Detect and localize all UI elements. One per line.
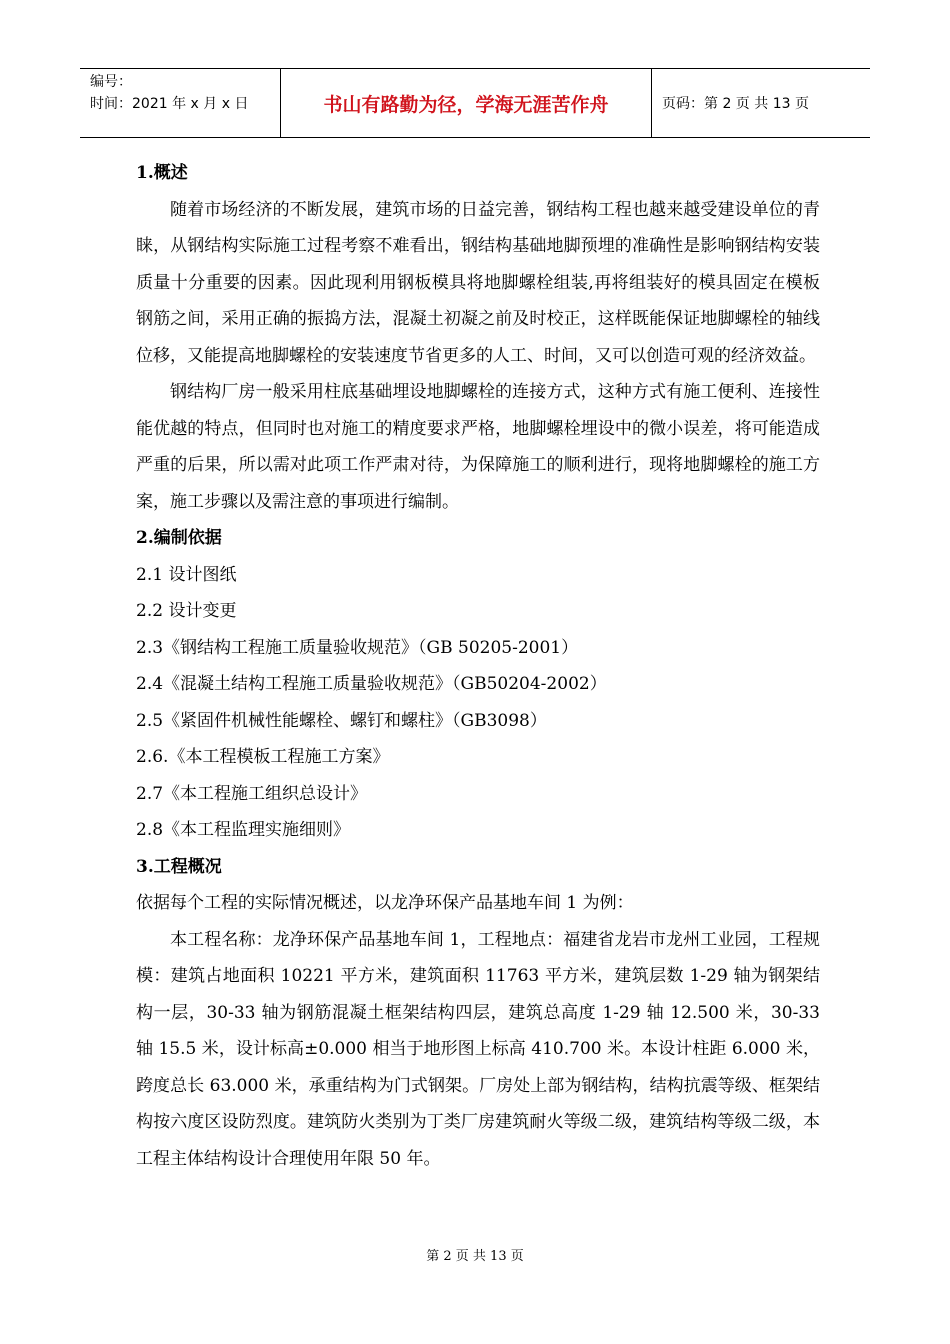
page-footer: 第 2 页 共 13 页 bbox=[426, 1249, 524, 1264]
section-1-paragraph-2: 钢结构厂房一般采用柱底基础埋设地脚螺栓的连接方式，这种方式有施工便利、连接性能优越的特点，但同时也对施工的精度要求严格，地脚螺栓埋设中的微小误差，将可能造成严重的后果，所以需对此项工作严肃对待，为保障施工的顺利进行，现将地脚螺栓的施工方案，施工步骤以及需注意的事项进行编制。 bbox=[136, 382, 820, 512]
reference-item: 2.8《本工程监理实施细则》 bbox=[136, 820, 351, 840]
section-3-intro: 依据每个工程的实际情况概述，以龙净环保产品基地车间 1 为例： bbox=[136, 893, 634, 913]
section-1-title: 1.概述 bbox=[136, 163, 188, 183]
section-3-paragraph-1: 本工程名称：龙净环保产品基地车间 1，工程地点：福建省龙岩市龙州工业园，工程规模：建筑占地面积 10221 平方米，建筑面积 11763 平方米，建筑层数 1-29 轴为钢架结构一层，30-33 轴为钢筋混凝土框架结构四层，建筑总高度 1-29 轴 12.500 米，30-33 轴 15.5 米，设计标高±0.000 相当于地形图上标高 410.700 米。本设计柱距 6.000 米，跨度总长 63.000 米，承重结构为门式钢架。厂房处上部为钢结构，结构抗震等级、框架结构按六度区设防烈度。建筑防火类别为丁类厂房建筑耐火等级二级，建筑结构等级二级，本工程主体结构设计合理使用年限 50 年。 bbox=[136, 929, 820, 1169]
reference-item: 2.2 设计变更 bbox=[136, 601, 237, 621]
reference-item: 2.4《混凝土结构工程施工质量验收规范》（GB50204-2002） bbox=[136, 674, 607, 694]
page-header bbox=[80, 68, 870, 138]
document-body bbox=[136, 155, 820, 1177]
reference-item: 2.6.《本工程模板工程施工方案》 bbox=[136, 747, 390, 767]
header-page-info: 页码：第 2 页 共 13 页 bbox=[662, 96, 809, 112]
doc-time-label: 时间：2021 年 x 月 x 日 bbox=[90, 96, 249, 112]
header-motto: 书山有路勤为径，学海无涯苦作舟 bbox=[280, 69, 652, 137]
section-3-title: 3.工程概况 bbox=[136, 856, 222, 877]
reference-item: 2.7《本工程施工组织总设计》 bbox=[136, 783, 368, 804]
reference-item: 2.3《钢结构工程施工质量验收规范》（GB 50205-2001） bbox=[136, 637, 579, 658]
section-2-title: 2.编制依据 bbox=[136, 528, 222, 548]
header-meta bbox=[80, 69, 280, 137]
doc-number-label: 编号： bbox=[90, 74, 132, 90]
section-1-paragraph-1: 随着市场经济的不断发展，建筑市场的日益完善，钢结构工程也越来越受建设单位的青睐，从钢结构实际施工过程考察不难看出，钢结构基础地脚预埋的准确性是影响钢结构安装质量十分重要的因素。因此现利用钢板模具将地脚螺栓组装,再将组装好的模具固定在模板钢筋之间，采用正确的振捣方法，混凝土初凝之前及时校正，这样既能保证地脚螺栓的轴线位移，又能提高地脚螺栓的安装速度节省更多的人工、时间，又可以创造可观的经济效益。 bbox=[136, 199, 820, 366]
reference-item: 2.1 设计图纸 bbox=[136, 564, 237, 585]
reference-item: 2.5《紧固件机械性能螺栓、螺钉和螺柱》（GB3098） bbox=[136, 710, 547, 731]
